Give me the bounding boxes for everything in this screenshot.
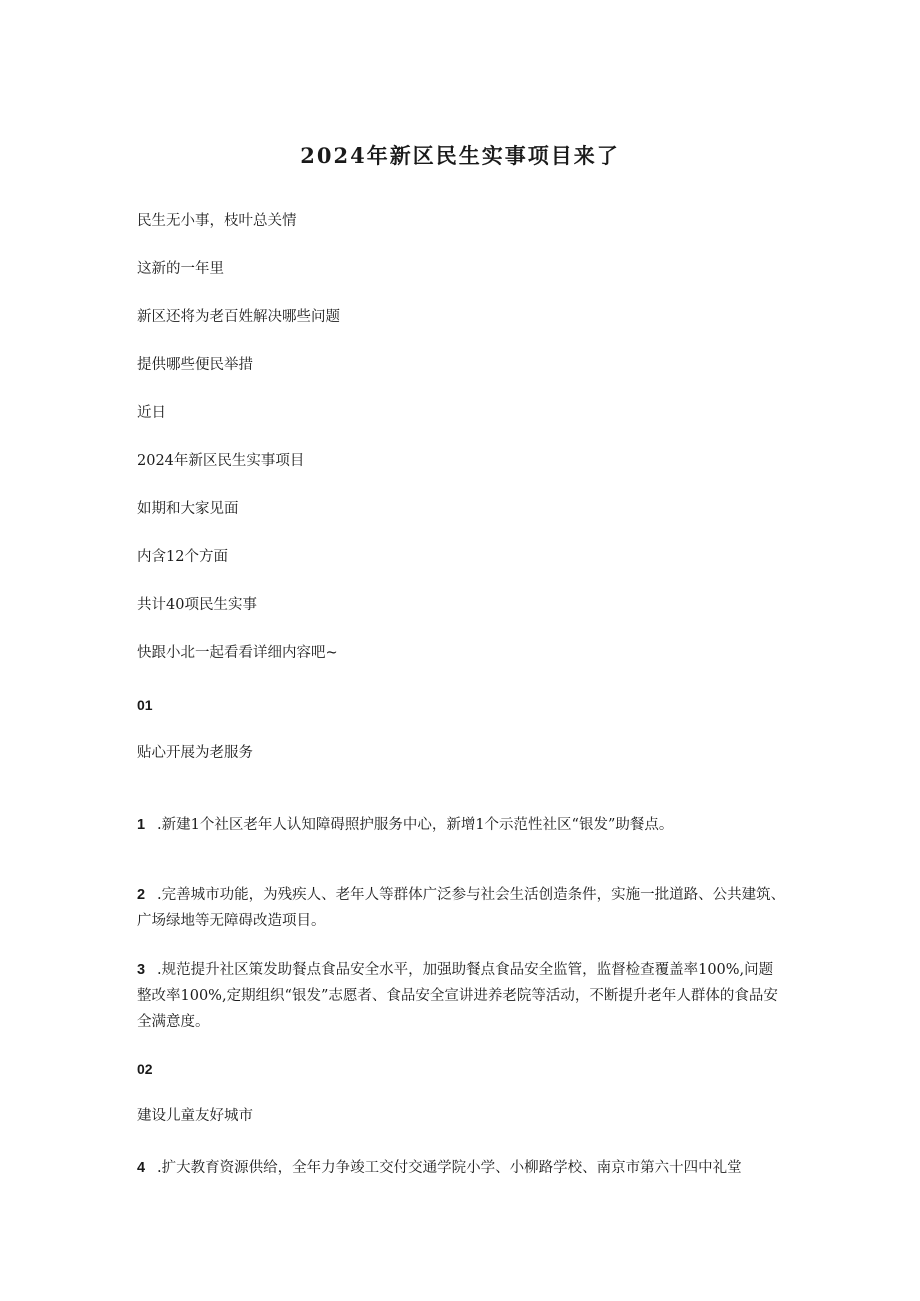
item-number: 2 xyxy=(137,887,146,903)
intro-line: 民生无小事，枝叶总关情 xyxy=(137,213,297,229)
intro-line: 新区还将为老百姓解决哪些问题 xyxy=(137,309,340,325)
item-number: 3 xyxy=(137,962,146,978)
section-number: 02 xyxy=(137,1061,153,1077)
intro-line: 这新的一年里 xyxy=(137,261,224,277)
item-number: 4 xyxy=(137,1160,146,1176)
list-item xyxy=(137,957,787,1035)
item-text: .规范提升社区策发助餐点食品安全水平，加强助餐点食品安全监管，监督检查覆盖率100%,问题整改率100%,定期组织“银发”志愿者、食品安全宣讲进养老院等活动，不断提升老年人群体的食品安全满意度。 xyxy=(137,962,778,1030)
section-number: 01 xyxy=(137,697,153,713)
item-text: .完善城市功能，为残疾人、老年人等群体广泛参与社会生活创造条件，实施一批道路、公共建筑、广场绿地等无障碍改造项目。 xyxy=(137,887,786,929)
document-title: 2024年新区民生实事项目来了 xyxy=(300,143,620,168)
intro-line: 提供哪些便民举措 xyxy=(137,357,253,373)
item-text: .新建1个社区老年人认知障碍照护服务中心，新增1个示范性社区“银发”助餐点。 xyxy=(157,817,674,833)
section-heading: 建设儿童友好城市 xyxy=(137,1108,253,1124)
intro-line: 2024年新区民生实事项目 xyxy=(137,453,305,469)
intro-line: 内含12个方面 xyxy=(137,549,228,565)
intro-line: 如期和大家见面 xyxy=(137,501,239,517)
item-text: .扩大教育资源供给，全年力争竣工交付交通学院小学、小柳路学校、南京市第六十四中礼堂 xyxy=(157,1160,742,1176)
list-item xyxy=(137,812,787,838)
item-number: 1 xyxy=(137,817,146,833)
section-heading: 贴心开展为老服务 xyxy=(137,745,253,761)
intro-line: 快跟小北一起看看详细内容吧~ xyxy=(137,645,338,661)
intro-line: 近日 xyxy=(137,405,166,421)
list-item xyxy=(137,882,787,934)
list-item xyxy=(137,1155,787,1181)
intro-line: 共计40项民生实事 xyxy=(137,597,257,613)
